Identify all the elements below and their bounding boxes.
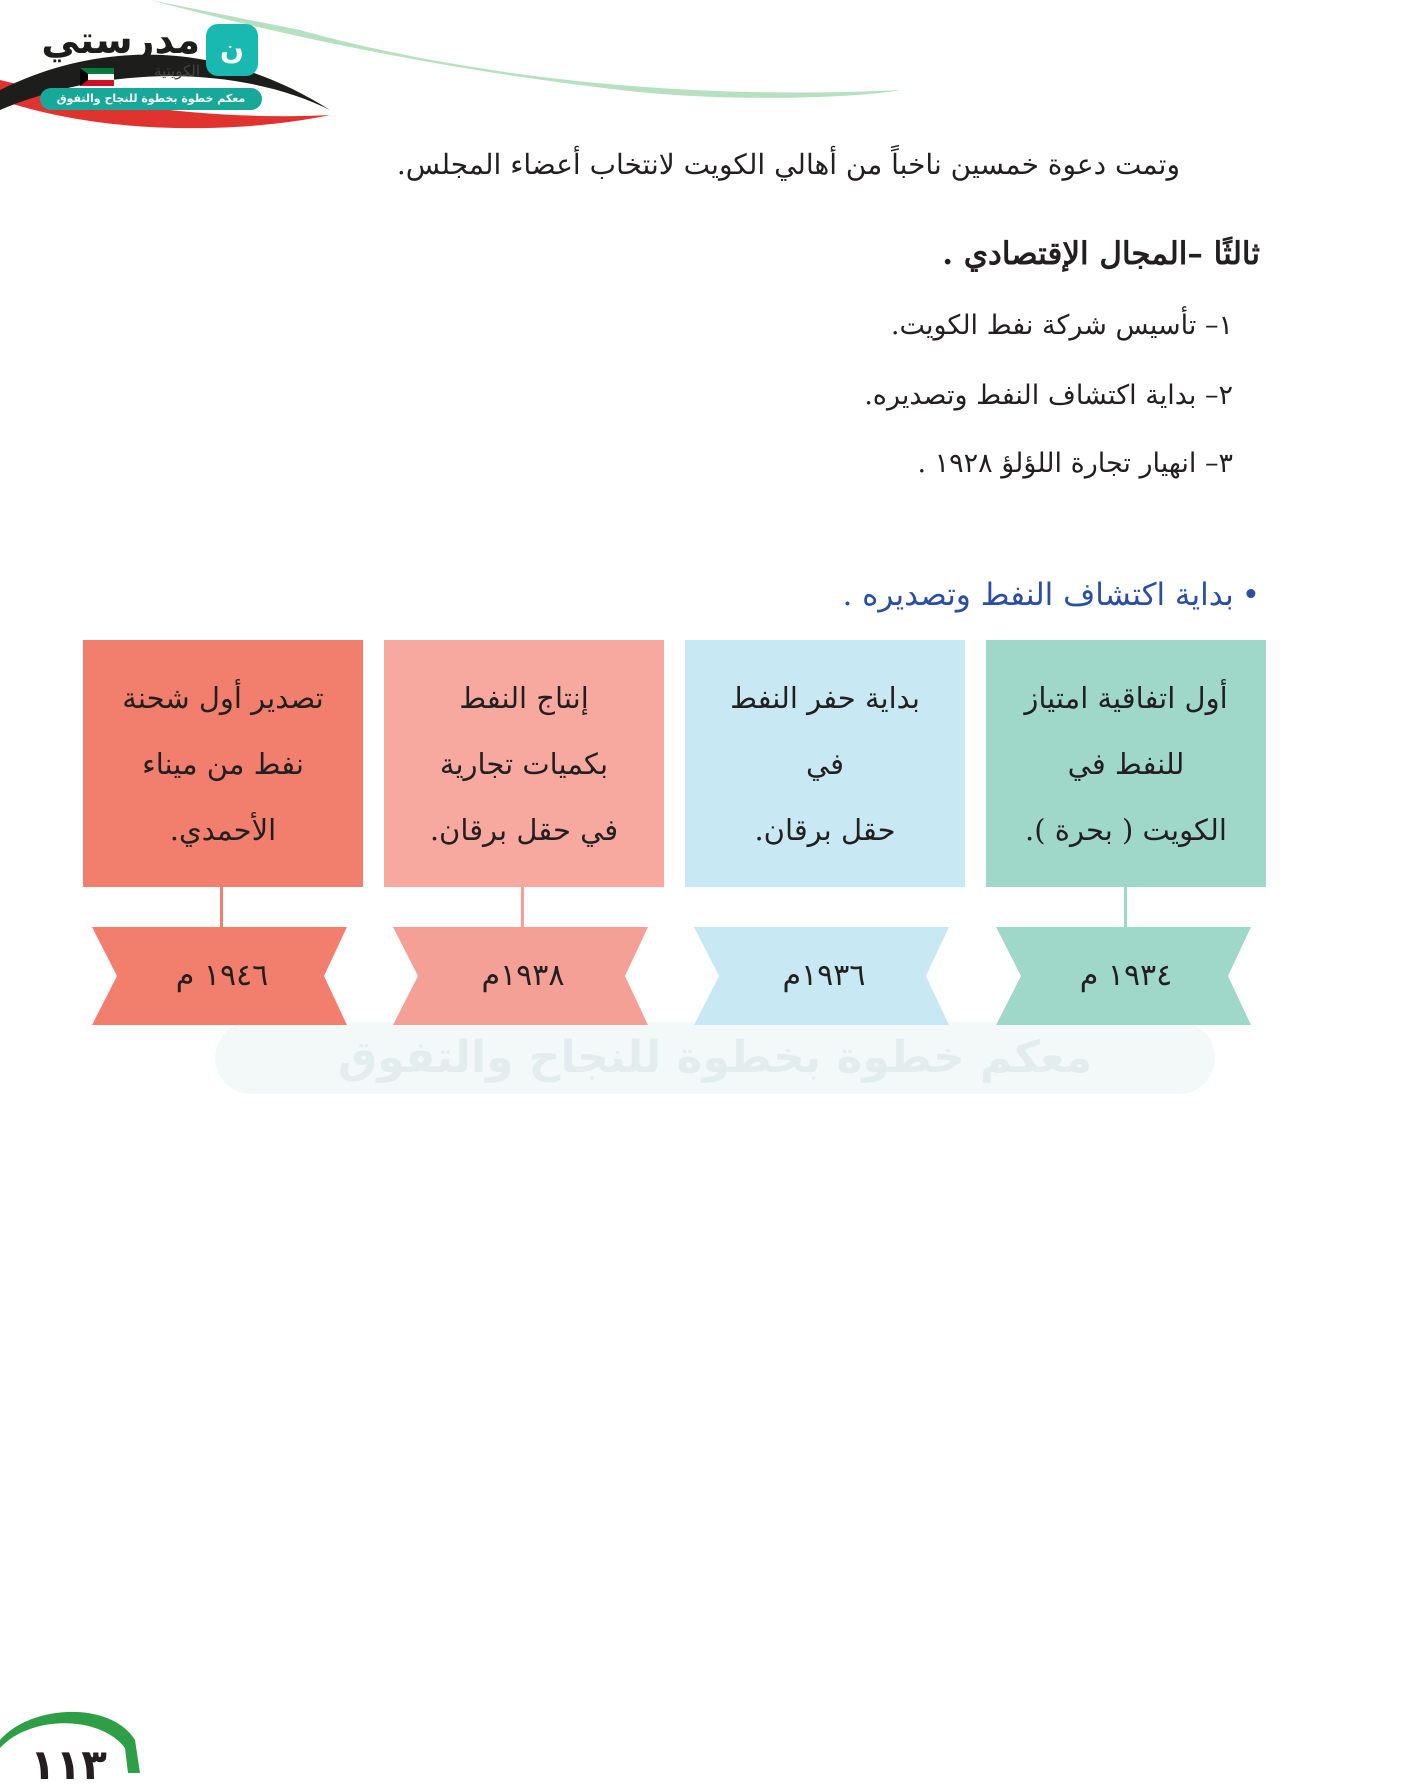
timeline-year-arrow [92, 927, 352, 1025]
timeline-card [685, 640, 965, 887]
watermark-text: معكم خطوة بخطوة للنجاح والتفوق [337, 1032, 1093, 1083]
bullet-heading-text: بداية اكتشاف النفط وتصديره . [842, 577, 1234, 613]
timeline-card-line: في [805, 746, 845, 781]
timeline-connector [220, 887, 223, 929]
timeline-card-line: نفط من ميناء [142, 746, 304, 781]
section-heading: ثالثًا –المجال الإقتصادي . [942, 236, 1260, 272]
logo-subtitle: الكويتية [153, 62, 200, 80]
kuwait-flag-icon [80, 68, 114, 86]
timeline-card-line: أول اتفاقية امتياز [1024, 680, 1228, 715]
list-item: ١– تأسيس شركة نفط الكويت. [890, 310, 1233, 341]
list-item: ٢– بداية اكتشاف النفط وتصديره. [864, 380, 1233, 411]
bullet-heading [842, 577, 1260, 613]
timeline-year-arrow [694, 927, 954, 1025]
timeline-card [986, 640, 1266, 887]
bullet-icon: • [1241, 577, 1260, 613]
list-item: ٣– انهيار تجارة اللؤلؤ ١٩٢٨ . [917, 448, 1233, 479]
timeline-card [384, 640, 664, 887]
logo-name: مدرستي [41, 18, 200, 62]
intro-paragraph: وتمت دعوة خمسين ناخباً من أهالي الكويت لانتخاب أعضاء المجلس. [396, 148, 1180, 181]
timeline-card-line: بداية حفر النفط [730, 680, 920, 715]
timeline-card-line: الأحمدي. [169, 812, 277, 847]
logo-tagline: معكم خطوة بخطوة للنجاح والتفوق [40, 88, 262, 110]
timeline-card-line: حقل برقان. [754, 812, 896, 847]
logo-badge-icon: ن [206, 24, 258, 76]
timeline-card-line: تصدير أول شحنة [122, 680, 324, 715]
timeline-card-line: بكميات تجارية [439, 746, 609, 781]
timeline-connector [521, 887, 524, 929]
timeline-card-line: الكويت ( بحرة ). [1025, 812, 1227, 847]
timeline-year: ١٩٤٦ م [175, 958, 269, 993]
timeline-card-line: إنتاج النفط [459, 680, 589, 715]
timeline-year-arrow [393, 927, 653, 1025]
site-logo[interactable] [40, 18, 270, 113]
page-number: ١١٣ [30, 1740, 107, 1789]
timeline-year: ١٩٣٤ م [1079, 958, 1173, 993]
timeline-connector [1124, 887, 1127, 929]
timeline-card [83, 640, 363, 887]
timeline-card-line: في حقل برقان. [429, 812, 619, 847]
timeline-card-line: للنفط في [1067, 746, 1185, 781]
timeline-year: ١٩٣٦م [782, 958, 866, 993]
oil-timeline [0, 640, 1425, 1060]
timeline-year: ١٩٣٨م [481, 958, 565, 993]
timeline-year-arrow [996, 927, 1256, 1025]
